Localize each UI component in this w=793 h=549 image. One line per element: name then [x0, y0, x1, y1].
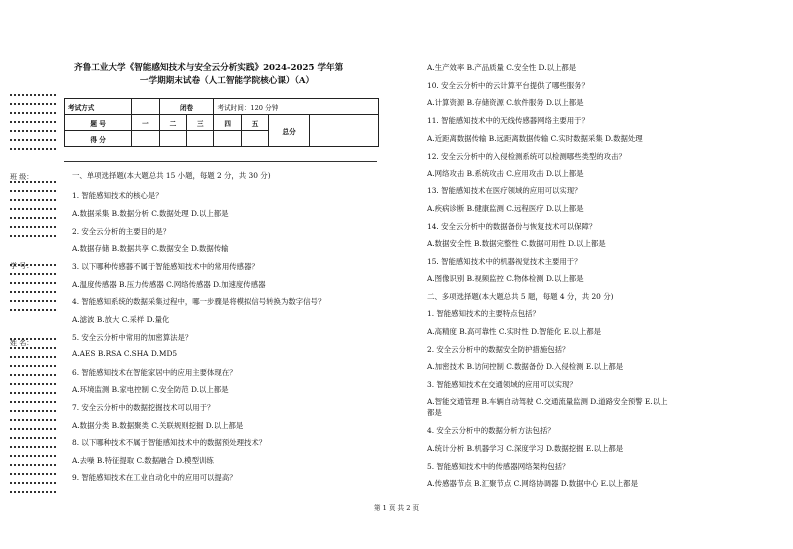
section-heading: 一、单项选择题(本大题总共 15 小题，每题 2 分，共 30 分) [72, 171, 271, 180]
total-score-cell [310, 115, 379, 147]
options: A.高精度 B.高可靠性 C.实时性 D.智能化 E.以上都是 [427, 327, 602, 336]
divider [64, 161, 377, 162]
question: 4. 智能感知系统的数据采集过程中，哪一步骤是将模拟信号转换为数字信号？ [72, 297, 326, 306]
exam-method-cell [132, 99, 159, 115]
binding-dots [10, 226, 56, 229]
binding-dots [10, 291, 56, 294]
question: 3. 以下哪种传感器不属于智能感知技术中的常用传感器？ [72, 262, 259, 271]
binding-dots [10, 419, 56, 422]
exam-method-label: 考试方式 [65, 99, 132, 115]
score-cell [214, 131, 241, 147]
score-cell [159, 131, 186, 147]
binding-dots [10, 428, 56, 431]
options: A.温度传感器 B.压力传感器 C.网络传感器 D.加速度传感器 [72, 280, 266, 289]
section-2: 二 [159, 115, 186, 131]
options: A.图像识别 B.视频监控 C.物体检测 D.以上都是 [427, 274, 584, 283]
question: 14. 安全云分析中的数据备份与恢复技术可以保障？ [427, 222, 597, 231]
options: A.智能交通管理 B.车辆自动驾驶 C.交通流量监测 D.道路安全预警 E.以上 [427, 397, 668, 406]
question: 6. 智能感知技术在智能家居中的应用主要体现在？ [72, 368, 237, 377]
options: A.生产效率 B.产品质量 C.安全性 D.以上都是 [427, 63, 577, 72]
binding-dots [10, 410, 56, 413]
binding-dots [10, 392, 56, 395]
binding-dots [10, 139, 56, 142]
binding-dots [10, 217, 56, 220]
binding-dots [10, 482, 56, 485]
student-id-label: 学 号： [10, 262, 34, 270]
binding-dots [10, 103, 56, 106]
title-line-2: 一学期期末试卷（人工智能学院核心课）（A） [139, 76, 315, 86]
title-line-1: 齐鲁工业大学《智能感知技术与安全云分析实践》2024-2025 学年第 [74, 63, 344, 73]
section-1: 一 [132, 115, 159, 131]
binding-dots [10, 190, 56, 193]
binding-dots [10, 94, 56, 97]
binding-margin [10, 94, 58, 500]
question: 1. 智能感知技术的主要特点包括？ [427, 309, 540, 318]
question: 10. 安全云分析中的云计算平台提供了哪些服务？ [427, 81, 589, 90]
binding-dots [10, 300, 56, 303]
binding-dots [10, 437, 56, 440]
binding-dots [10, 130, 56, 133]
score-table [64, 98, 379, 147]
options: A.滤波 B.放大 C.采样 D.量化 [72, 315, 170, 324]
options: A.数据存储 B.数据共享 C.数据安全 D.数据传输 [72, 244, 229, 253]
question: 7. 安全云分析中的数据挖掘技术可以用于？ [72, 403, 215, 412]
total-label: 总分 [269, 115, 310, 147]
question: 2. 安全云分析的主要目的是？ [72, 227, 171, 236]
binding-dots [10, 112, 56, 115]
score-cell [187, 131, 214, 147]
options: A.数据采集 B.数据分析 C.数据处理 D.以上都是 [72, 209, 229, 218]
binding-dots [10, 464, 56, 467]
question: 8. 以下哪种技术不属于智能感知技术中的数据预处理技术？ [72, 438, 267, 447]
question: 2. 安全云分析中的数据安全防护措施包括？ [427, 345, 570, 354]
options: A.统计分析 B.机器学习 C.深度学习 D.数据挖掘 E.以上都是 [427, 444, 624, 453]
exam-time: 考试时间：120 分钟 [214, 99, 379, 115]
section-heading: 二、多项选择题(本大题总共 5 题，每题 4 分，共 20 分) [427, 292, 614, 301]
binding-dots [10, 235, 56, 238]
section-5: 五 [241, 115, 268, 131]
question: 5. 安全云分析中常用的加密算法是？ [72, 333, 193, 342]
binding-dots [10, 121, 56, 124]
binding-dots [10, 356, 56, 359]
binding-dots [10, 446, 56, 449]
name-label: 姓 名： [10, 339, 34, 347]
question: 12. 安全云分析中的入侵检测系统可以检测哪些类型的攻击？ [427, 152, 626, 161]
question: 3. 智能感知技术在交通领域的应用可以实现？ [427, 380, 577, 389]
question: 1. 智能感知技术的核心是？ [72, 191, 163, 200]
options: A.环境监测 B.家电控制 C.安全防范 D.以上都是 [72, 385, 229, 394]
options: A.加密技术 B.访问控制 C.数据备份 D.入侵检测 E.以上都是 [427, 362, 624, 371]
binding-dots [10, 374, 56, 377]
exam-title [74, 62, 380, 88]
binding-dots [10, 455, 56, 458]
binding-dots [10, 491, 56, 494]
binding-dots [10, 365, 56, 368]
options: A.计算资源 B.存储资源 C.软件服务 D.以上都是 [427, 98, 584, 107]
options: A.AES B.RSA C.SHA D.MD5 [72, 349, 178, 358]
options: A.疾病诊断 B.健康监测 C.远程医疗 D.以上都是 [427, 204, 584, 213]
page-footer: 第 1 页 共 2 页 [373, 504, 420, 512]
binding-dots [10, 473, 56, 476]
binding-dots [10, 282, 56, 285]
options: A.网络攻击 B.系统攻击 C.应用攻击 D.以上都是 [427, 169, 584, 178]
binding-dots [10, 273, 56, 276]
options: A.数据分类 B.数据聚类 C.关联规则挖掘 D.以上都是 [72, 421, 244, 430]
binding-dots [10, 401, 56, 404]
question: 11. 智能感知技术中的无线传感器网络主要用于？ [427, 116, 589, 125]
question: 15. 智能感知技术中的机器视觉技术主要用于？ [427, 257, 582, 266]
question-no-label: 题 号 [65, 115, 132, 131]
binding-dots [10, 208, 56, 211]
options: A.去噪 B.特征提取 C.数据融合 D.模型训练 [72, 456, 214, 465]
score-cell [241, 131, 268, 147]
score-cell [132, 131, 159, 147]
question: 9. 智能感知技术在工业自动化中的应用可以提高？ [72, 473, 237, 482]
binding-dots [10, 199, 56, 202]
binding-dots [10, 383, 56, 386]
class-label: 班 级： [10, 173, 34, 181]
section-3: 三 [187, 115, 214, 131]
score-label: 得 分 [65, 131, 132, 147]
section-4: 四 [214, 115, 241, 131]
question: 5. 智能感知技术中的传感器网络架构包括？ [427, 462, 570, 471]
question: 13. 智能感知技术在医疗领域的应用可以实现？ [427, 186, 582, 195]
options: A.数据安全性 B.数据完整性 C.数据可用性 D.以上都是 [427, 239, 606, 248]
options: A.近距离数据传输 B.远距离数据传输 C.实时数据采集 D.数据处理 [427, 134, 643, 143]
exam-method-value: 闭卷 [159, 99, 214, 115]
question: 4. 安全云分析中的数据分析方法包括？ [427, 426, 555, 435]
options-continued: 都是 [427, 408, 442, 417]
options: A.传感器节点 B.汇聚节点 C.网络协调器 D.数据中心 E.以上都是 [427, 479, 638, 488]
binding-dots [10, 309, 56, 312]
binding-dots [10, 148, 56, 151]
